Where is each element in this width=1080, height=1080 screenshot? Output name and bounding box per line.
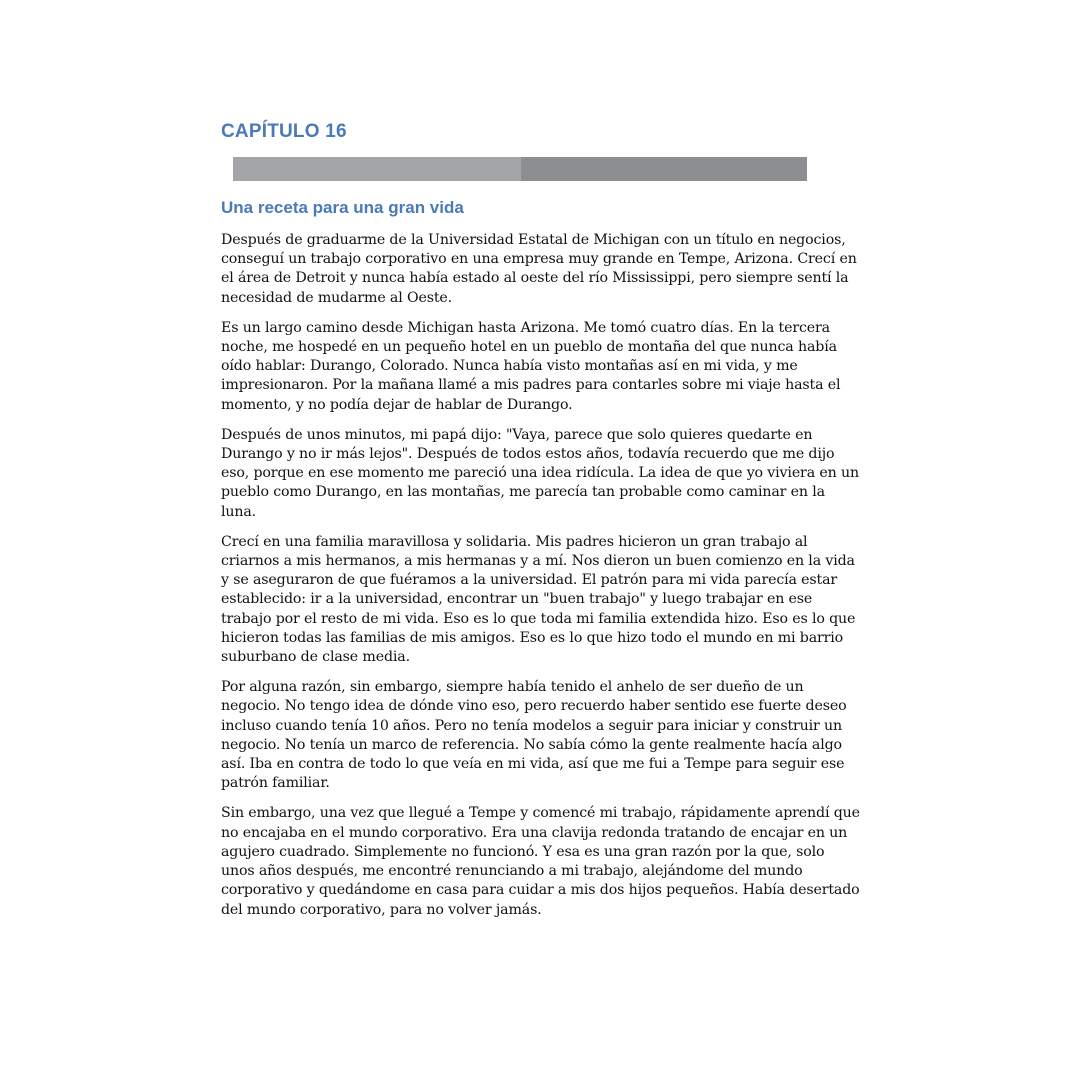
paragraph: Después de graduarme de la Universidad Estatal de Michigan con un título en negocios, conseguí un trabajo corporativo en una empresa muy grande en Tempe, Arizona. Crecí en el área de Detroit y nunca había estado al oeste del río Mississippi, pero siempre sentí la necesidad de mudarme al Oeste. bbox=[221, 232, 857, 306]
paragraph: Sin embargo, una vez que llegué a Tempe y comencé mi trabajo, rápidamente aprendí que no encajaba en el mundo corporativo. Era una clavija redonda tratando de encajar en un agujero cuadrado. Simplemente no funcionó. Y esa es una gran razón por la que, solo unos años después, me encontré renunciando a mi trabajo, alejándome del mundo corporativo y quedándome en casa para cuidar a mis dos hijos pequeños. Había desertado del mundo corporativo, para no volver jamás. bbox=[221, 805, 860, 918]
divider-segment-light bbox=[233, 157, 521, 181]
paragraph: Por alguna razón, sin embargo, siempre había tenido el anhelo de ser dueño de un negocio. No tengo idea de dónde vino eso, pero recuerdo haber sentido ese fuerte deseo incluso cuando tenía 10 años. Pero no tenía modelos a seguir para iniciar y construir un negocio. No tenía un marco de referencia. No sabía cómo la gente realmente hacía algo así. Iba en contra de todo lo que veía en mi vida, así que me fui a Tempe para seguir ese patrón familiar. bbox=[221, 679, 847, 792]
chapter-divider-bar bbox=[233, 157, 807, 181]
paragraph: Crecí en una familia maravillosa y solidaria. Mis padres hicieron un gran trabajo al criarnos a mis hermanos, a mis hermanas y a mí. Nos dieron un buen comienzo en la vida y se aseguraron de que fuéramos a la universidad. El patrón para mi vida parecía estar establecido: ir a la universidad, encontrar un "buen trabajo" y luego trabajar en ese trabajo por el resto de mi vida. Eso es lo que toda mi familia extendida hizo. Eso es lo que hicieron todas las familias de mis amigos. Eso es lo que hizo todo el mundo en mi barrio suburbano de clase media. bbox=[221, 533, 856, 666]
section-title: Una receta para una gran vida bbox=[221, 198, 464, 217]
paragraph: Después de unos minutos, mi papá dijo: "Vaya, parece que solo quieres quedarte en Durango y no ir más lejos". Después de todos estos años, todavía recuerdo que me dijo eso, porque en ese momento me pareció una idea ridícula. La idea de que yo viviera en un pueblo como Durango, en las montañas, me parecía tan probable como caminar en la luna. bbox=[221, 426, 859, 520]
chapter-title: CAPÍTULO 16 bbox=[221, 121, 347, 142]
divider-segment-dark bbox=[521, 157, 807, 181]
paragraph: Es un largo camino desde Michigan hasta Arizona. Me tomó cuatro días. En la tercera noche, me hospedé en un pequeño hotel en un pueblo de montaña del que nunca había oído hablar: Durango, Colorado. Nunca había visto montañas así en mi vida, y me impresionaron. Por la mañana llamé a mis padres para contarles sobre mi viaje hasta el momento, y no podía dejar de hablar de Durango. bbox=[221, 319, 841, 413]
body-text bbox=[221, 231, 861, 920]
book-page bbox=[221, 118, 861, 931]
